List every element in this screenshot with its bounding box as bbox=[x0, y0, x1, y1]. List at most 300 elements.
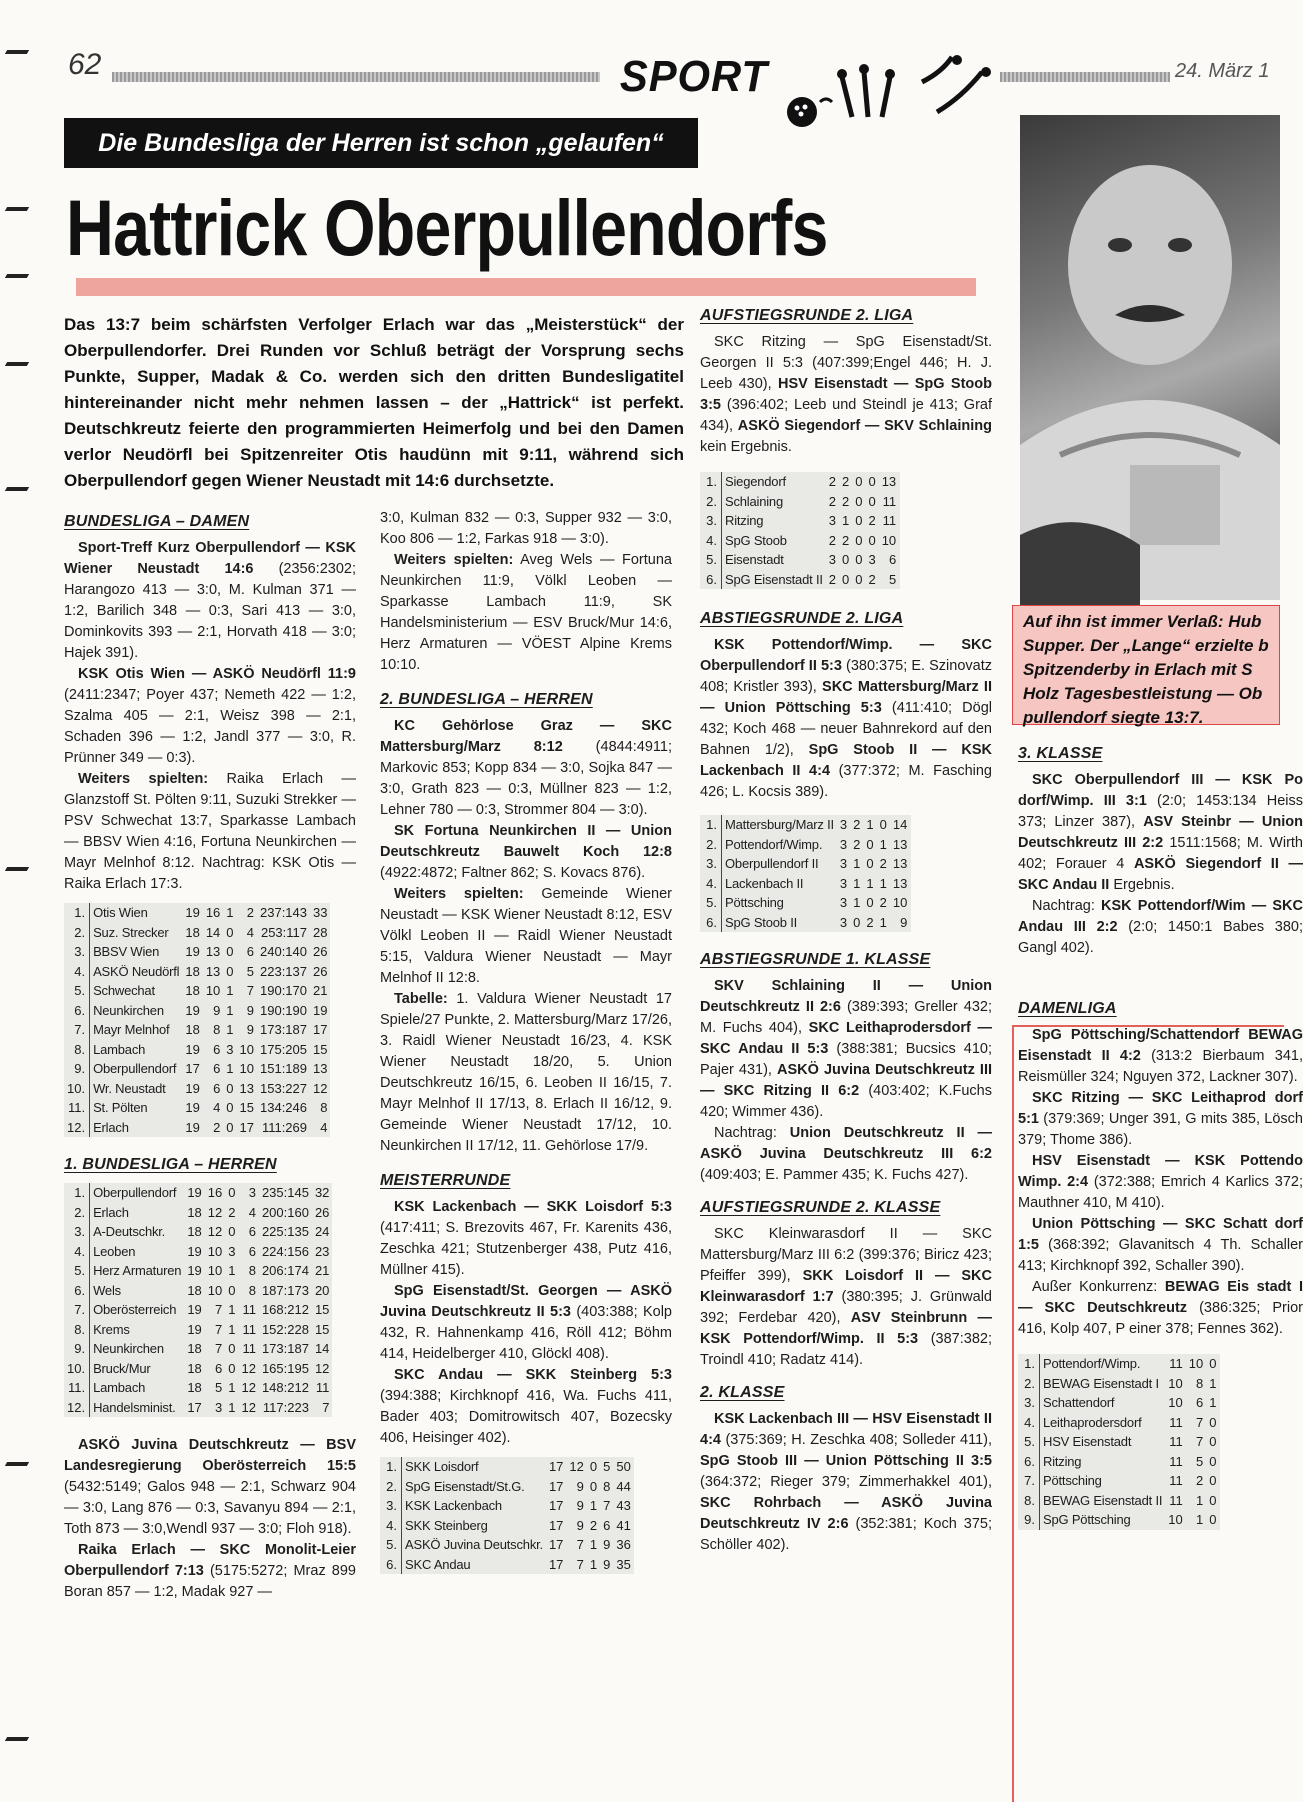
stat-cell: 1 bbox=[589, 1556, 598, 1572]
stat-cell: 1 bbox=[1195, 1492, 1204, 1508]
stat-cell: 0 bbox=[1209, 1414, 1217, 1430]
headline-underline bbox=[76, 278, 976, 296]
stat-cell: 19 bbox=[185, 905, 200, 920]
stat-cell: 6 bbox=[213, 1061, 221, 1076]
stat-cell: 4 bbox=[213, 1100, 221, 1115]
rank-cell: 3. bbox=[380, 1496, 402, 1516]
header-rule-right bbox=[1000, 72, 1170, 82]
stat-cell: 0 bbox=[879, 817, 887, 832]
match-details: (396:402; Leeb und Steindl je 413; Graf 434), bbox=[700, 397, 992, 434]
table-row bbox=[700, 874, 910, 894]
team-cell: SpG Pöttsching bbox=[1043, 1512, 1131, 1527]
stat-cell: 2 bbox=[879, 856, 887, 871]
stat-cell: 8 bbox=[248, 1263, 256, 1278]
stat-cell: 1 bbox=[226, 1002, 234, 1018]
team-cell: Suz. Strecker bbox=[93, 924, 169, 940]
stat-cell: 7 bbox=[215, 1341, 223, 1356]
rank-cell: 5. bbox=[1018, 1432, 1040, 1452]
column-2 bbox=[380, 508, 672, 1584]
table-row bbox=[700, 550, 899, 570]
rank-cell: 11. bbox=[64, 1378, 90, 1398]
match-result: ASKÖ Siegendorf — SKV Schlaining bbox=[737, 418, 992, 434]
stat-cell: 1 bbox=[853, 856, 861, 871]
stat-cell: 0 bbox=[226, 944, 234, 959]
stat-cell: 13 bbox=[313, 1061, 328, 1076]
stat-cell: 17 bbox=[548, 1498, 564, 1513]
table-row bbox=[64, 1261, 332, 1281]
stat-cell: 237:143 bbox=[260, 905, 307, 920]
match-result: SK Fortuna Neunkirchen II — Union Deutschkreutz Bauwelt Koch 12:8 bbox=[380, 823, 672, 860]
rank-cell: 9. bbox=[1018, 1510, 1040, 1530]
stat-cell: 21 bbox=[314, 1263, 330, 1278]
stat-cell: 1 bbox=[228, 1321, 236, 1337]
stat-cell: 14 bbox=[314, 1341, 330, 1356]
stat-cell: 32 bbox=[314, 1185, 330, 1200]
team-cell: Lambach bbox=[93, 1380, 146, 1395]
table-row bbox=[64, 942, 330, 962]
stat-cell: 0 bbox=[855, 513, 863, 528]
stat-cell: 3 bbox=[839, 895, 848, 910]
match-result: ASKÖ Juvina Deutschkreutz — BSV Landesregierung Oberösterreich 15:5 bbox=[64, 1437, 356, 1474]
match-details: Ergebnis. bbox=[1109, 877, 1175, 893]
stat-cell: 148:212 bbox=[261, 1380, 309, 1395]
team-cell: Neunkirchen bbox=[93, 1002, 164, 1018]
table-row bbox=[700, 893, 910, 913]
team-cell: Oberpullendorf II bbox=[725, 856, 819, 871]
match-details: (4844:4911; Markovic 853; Kopp 834 — 3:0, Sojka 847 — 3:0, Grath 823 — 0:3, Müllner 823 — 1:2, Lehner 780 — 0:3, Strommer 804 — 3:0). bbox=[380, 739, 673, 818]
caption-line: Spitzenderby in Erlach mit S bbox=[1023, 660, 1253, 679]
stat-cell: 2 bbox=[842, 493, 850, 509]
match-details: Aveg Wels — Fortuna Neunkirchen 11:9, Völkl Leoben — Sparkasse Lambach 11:9, SK Handelsministerium — ESV Bruck/Mur 14:6, Herz Armaturen — VÖEST Alpine Krems 10:10. bbox=[380, 552, 672, 673]
team-cell: ASKÖ Neudörfl bbox=[93, 963, 180, 979]
team-cell: Pottendorf/Wimp. bbox=[1043, 1356, 1141, 1371]
margin-mark bbox=[6, 485, 36, 493]
stat-cell: 3 bbox=[839, 817, 848, 832]
stat-cell: 152:228 bbox=[261, 1321, 309, 1337]
column-3 bbox=[700, 302, 992, 1556]
stat-cell: 151:189 bbox=[260, 1061, 307, 1076]
rank-cell: 3. bbox=[700, 511, 722, 531]
stat-cell: 12 bbox=[207, 1204, 223, 1220]
team-cell: Pöttsching bbox=[725, 895, 784, 910]
stat-cell: 1 bbox=[228, 1399, 236, 1415]
stat-cell: 1 bbox=[226, 983, 234, 998]
other-results-label: Weiters spielten: bbox=[394, 886, 524, 902]
stat-cell: 2 bbox=[828, 493, 836, 509]
rank-cell: 12. bbox=[64, 1398, 90, 1418]
table-label: Tabelle: bbox=[394, 991, 448, 1007]
stat-cell: 11 bbox=[1169, 1453, 1183, 1469]
standings-table bbox=[700, 472, 900, 589]
stat-cell: 13 bbox=[239, 1080, 254, 1096]
stat-cell: 17 bbox=[185, 1061, 200, 1076]
stat-cell: 190:170 bbox=[260, 983, 307, 998]
stat-cell: 2 bbox=[868, 513, 876, 528]
table-row bbox=[64, 1339, 332, 1359]
stat-cell: 11 bbox=[882, 513, 897, 528]
stat-cell: 2 bbox=[842, 532, 850, 548]
stat-cell: 18 bbox=[187, 1341, 202, 1356]
kicker-banner bbox=[64, 118, 698, 168]
stat-cell: 7 bbox=[215, 1321, 223, 1337]
team-cell: Siegendorf bbox=[725, 474, 786, 489]
match-details: (375:369; H. Zeschka 408; Solleder 411), bbox=[720, 1432, 992, 1448]
rank-cell: 4. bbox=[700, 874, 722, 894]
stat-cell: 3 bbox=[839, 836, 848, 852]
stat-cell: 225:135 bbox=[261, 1224, 309, 1239]
stat-cell: 5 bbox=[603, 1459, 611, 1474]
stat-cell: 2 bbox=[1195, 1473, 1204, 1488]
team-cell: SKC Andau bbox=[405, 1556, 471, 1572]
stat-cell: 0 bbox=[866, 836, 874, 852]
rank-cell: 8. bbox=[1018, 1491, 1040, 1511]
stat-cell: 19 bbox=[185, 1002, 200, 1018]
match-result: SKC Ritzing — SKC Leithaprod dorf 5:1 bbox=[1018, 1090, 1303, 1127]
stat-cell: 0 bbox=[226, 1119, 234, 1135]
stat-cell: 8 bbox=[603, 1478, 611, 1494]
stat-cell: 153:227 bbox=[260, 1080, 307, 1096]
stat-cell: 9 bbox=[576, 1517, 584, 1533]
table-row bbox=[1018, 1452, 1219, 1472]
match-result: SpG Stoob III — Union Pöttsching II 3:5 bbox=[700, 1453, 992, 1469]
team-cell: Erlach bbox=[93, 1204, 129, 1220]
stat-cell: 1 bbox=[589, 1498, 598, 1513]
stat-cell: 7 bbox=[215, 1302, 223, 1317]
standings-table bbox=[64, 903, 330, 1137]
stat-cell: 11 bbox=[315, 1380, 330, 1395]
stat-cell: 0 bbox=[855, 493, 863, 509]
kicker-text: Die Bundesliga der Herren ist schon „gelaufen“ bbox=[98, 129, 664, 157]
stat-cell: 13 bbox=[205, 944, 221, 959]
section-heading: ABSTIEGSRUNDE 2. LIGA bbox=[700, 610, 904, 627]
match-details: (5432:5149; Galos 948 — 2:1, Schwarz 904 — 3:0, Lang 876 — 0:3, Savanyu 894 — 2:1, Toth 873 — 3:0,Wendl 937 — 3:0; Floh 918). bbox=[64, 1479, 356, 1537]
stat-cell: 18 bbox=[187, 1360, 202, 1376]
table-row bbox=[380, 1516, 634, 1536]
stat-cell: 5 bbox=[246, 963, 254, 979]
match-details: (4922:4872; Faltner 862; S. Kovacs 876). bbox=[380, 865, 646, 881]
stat-cell: 16 bbox=[205, 905, 221, 920]
team-cell: SKK Loisdorf bbox=[405, 1459, 479, 1474]
team-cell: SpG Eisenstadt/St.G. bbox=[405, 1478, 525, 1494]
stat-cell: 11 bbox=[242, 1302, 256, 1317]
stat-cell: 3 bbox=[248, 1185, 256, 1200]
stat-cell: 23 bbox=[314, 1243, 330, 1259]
stat-cell: 18 bbox=[185, 983, 200, 998]
rank-cell: 12. bbox=[64, 1118, 90, 1138]
section-heading: MEISTERRUNDE bbox=[380, 1172, 511, 1189]
match-result: ASKÖ Siegendorf II — SKC Andau II bbox=[1018, 856, 1303, 893]
team-cell: Mayr Melnhof bbox=[93, 1022, 170, 1037]
stat-cell: 13 bbox=[881, 474, 897, 489]
stat-cell: 8 bbox=[213, 1022, 221, 1037]
stat-cell: 19 bbox=[187, 1185, 202, 1200]
team-cell: Handelsminist. bbox=[93, 1399, 176, 1415]
stat-cell: 10 bbox=[239, 1041, 254, 1057]
rank-cell: 3. bbox=[700, 854, 722, 874]
stat-cell: 3 bbox=[839, 856, 848, 871]
section-heading: BUNDESLIGA – DAMEN bbox=[64, 513, 250, 530]
player-photo bbox=[1020, 115, 1280, 600]
table-row bbox=[380, 1496, 634, 1516]
stat-cell: 12 bbox=[313, 1080, 328, 1096]
stat-cell: 0 bbox=[868, 493, 876, 509]
stat-cell: 15 bbox=[314, 1302, 330, 1317]
rank-cell: 4. bbox=[380, 1516, 402, 1536]
match-details: (387:382; Troindl 410; Radatz 414). bbox=[700, 1331, 992, 1368]
rank-cell: 1. bbox=[64, 903, 90, 923]
stat-cell: 10 bbox=[1168, 1395, 1183, 1410]
stat-cell: 206:174 bbox=[261, 1263, 309, 1278]
stat-cell: 13 bbox=[892, 836, 908, 852]
team-cell: Leithaprodersdorf bbox=[1043, 1414, 1142, 1430]
photo-caption bbox=[1012, 605, 1280, 725]
match-details: (368:392; Glavanitsch 4 Th. Schaller 413; Kirchknopf 392, Schaller 390). bbox=[1018, 1237, 1303, 1274]
stat-cell: 12 bbox=[241, 1380, 256, 1395]
match-details: (389:393; Greller 432; M. Fuchs 404), bbox=[700, 999, 992, 1036]
team-cell: St. Pölten bbox=[93, 1100, 148, 1115]
stat-cell: 18 bbox=[187, 1282, 202, 1298]
margin-mark bbox=[6, 48, 36, 56]
table-row bbox=[700, 531, 899, 551]
rank-cell: 7. bbox=[64, 1300, 90, 1320]
stat-cell: 3 bbox=[226, 1041, 234, 1057]
stat-cell: 3 bbox=[215, 1399, 223, 1415]
margin-mark bbox=[6, 1735, 36, 1743]
rank-cell: 1. bbox=[700, 815, 722, 835]
table-row bbox=[64, 1203, 332, 1223]
stat-cell: 0 bbox=[1209, 1453, 1217, 1469]
stat-cell: 0 bbox=[855, 474, 863, 489]
margin-mark bbox=[6, 1460, 36, 1468]
match-result: KSK Lackenbach — SKK Loisdorf 5:3 bbox=[394, 1199, 672, 1215]
team-cell: SpG Eisenstadt II bbox=[725, 571, 823, 587]
stat-cell: 17 bbox=[548, 1459, 564, 1474]
rank-cell: 7. bbox=[64, 1020, 90, 1040]
team-cell: ASKÖ Juvina Deutschkr. bbox=[405, 1537, 543, 1552]
team-cell: SpG Stoob II bbox=[725, 914, 798, 930]
match-details: (411:410; Dögl 432; Koch 468 — neuer Bahnrekord auf den Bahnen 1/2), bbox=[700, 700, 992, 758]
standings-table bbox=[380, 1457, 634, 1574]
stat-cell: 2 bbox=[853, 836, 861, 852]
rank-cell: 1. bbox=[380, 1457, 402, 1477]
rank-cell: 2. bbox=[64, 1203, 90, 1223]
stat-cell: 2 bbox=[246, 905, 254, 920]
stat-cell: 134:246 bbox=[260, 1100, 307, 1115]
team-cell: KSK Lackenbach bbox=[405, 1498, 502, 1513]
stat-cell: 0 bbox=[226, 924, 234, 940]
team-cell: Ritzing bbox=[725, 513, 764, 528]
stat-cell: 2 bbox=[828, 474, 836, 489]
match-details: (417:411; S. Brezovits 467, Fr. Karenits 436, Zeschka 421; Stutzenberger 438, Putz 416, Müllner 415). bbox=[380, 1220, 672, 1278]
other-results-label: Weiters spielten: bbox=[394, 552, 514, 568]
team-cell: Neunkirchen bbox=[93, 1341, 164, 1356]
stat-cell: 0 bbox=[868, 532, 876, 548]
stat-cell: 1 bbox=[1209, 1395, 1217, 1410]
match-result: HSV Eisenstadt — KSK Pottendo Wimp. 2:4 bbox=[1018, 1153, 1303, 1190]
lead-paragraph: Das 13:7 beim schärfsten Verfolger Erlach war das „Meisterstück“ der Oberpullendorfer. Drei Runden vor Schluß beträgt der Vorsprung sechs Punkte, Supper, Madak & Co. werden sich den dritten Bundesligatitel hintereinander nicht mehr nehmen lassen – der „Hattrick“ ist perfekt. Deutschkreutz feierte den programmierten Heimerfolg und bei den Damen verlor Neudörfl bei Spitzenreiter Otis haudünn mit 9:11, während sich Oberpullendorf gegen Wiener Neustadt mit 14:6 durchsetzte. bbox=[64, 315, 684, 490]
team-cell: Schlaining bbox=[725, 493, 783, 509]
table-row bbox=[700, 492, 899, 512]
team-cell: Bruck/Mur bbox=[93, 1360, 151, 1376]
stat-cell: 26 bbox=[313, 963, 328, 979]
section-heading: DAMENLIGA bbox=[1018, 1000, 1117, 1017]
page-number: 62 bbox=[68, 48, 102, 81]
rank-cell: 5. bbox=[380, 1535, 402, 1555]
table-row bbox=[64, 962, 330, 982]
match-result: SKK Loisdorf II — SKC Kleinwarasdorf 1:7 bbox=[700, 1268, 992, 1305]
stat-cell: 168:212 bbox=[261, 1302, 309, 1317]
stat-cell: 173:187 bbox=[261, 1341, 309, 1356]
rank-cell: 11. bbox=[64, 1098, 90, 1118]
match-result: Union Deutschkreutz II — ASKÖ Juvina Deutschkreutz III 6:2 bbox=[700, 1125, 992, 1162]
table-row bbox=[1018, 1510, 1219, 1530]
table-row bbox=[64, 1079, 330, 1099]
table-row bbox=[1018, 1374, 1219, 1394]
stat-cell: 9 bbox=[576, 1478, 584, 1494]
stat-cell: 19 bbox=[187, 1302, 202, 1317]
stat-cell: 7 bbox=[576, 1537, 584, 1552]
stat-cell: 0 bbox=[866, 856, 874, 871]
stat-cell: 0 bbox=[853, 914, 861, 930]
match-details: (313:2 Bierbaum 341, Reismüller 324; Nguyen 372, Lackner 307). bbox=[1018, 1048, 1303, 1085]
stat-cell: 7 bbox=[1195, 1434, 1204, 1449]
stat-cell: 16 bbox=[207, 1185, 223, 1200]
stat-cell: 12 bbox=[569, 1459, 584, 1474]
table-row bbox=[64, 1320, 332, 1340]
match-result: SKC Rohrbach — ASKÖ Juvina Deutschkreutz IV 2:6 bbox=[700, 1495, 992, 1532]
table-row bbox=[64, 1222, 332, 1242]
stat-cell: 9 bbox=[213, 1002, 221, 1018]
stat-cell: 19 bbox=[185, 1100, 200, 1115]
stat-cell: 8 bbox=[320, 1100, 328, 1115]
team-cell: Oberpullendorf bbox=[93, 1185, 177, 1200]
section-heading: AUFSTIEGSRUNDE 2. KLASSE bbox=[700, 1199, 941, 1216]
stat-cell: 2 bbox=[589, 1517, 598, 1533]
stat-cell: 26 bbox=[313, 944, 328, 959]
stat-cell: 0 bbox=[855, 532, 863, 548]
match-details: (352:381; Koch 375; Schöller 402). bbox=[700, 1516, 992, 1553]
stat-cell: 3 bbox=[839, 875, 848, 891]
stat-cell: 5 bbox=[215, 1380, 223, 1395]
section-heading: ABSTIEGSRUNDE 1. KLASSE bbox=[700, 951, 931, 968]
stat-cell: 175:205 bbox=[260, 1041, 307, 1057]
team-cell: Lambach bbox=[93, 1041, 146, 1057]
stat-cell: 1 bbox=[589, 1537, 598, 1552]
table-row bbox=[64, 1020, 330, 1040]
team-cell: BBSV Wien bbox=[93, 944, 160, 959]
rank-cell: 3. bbox=[64, 942, 90, 962]
match-result: SpG Eisenstadt/St. Georgen — ASKÖ Juvina Deutschkreutz II 5:3 bbox=[380, 1283, 672, 1320]
column-4 bbox=[1018, 740, 1303, 1540]
match-details: 1. Valdura Wiener Neustadt 17 Spiele/27 Punkte, 2. Mattersburg/Marz 17/26, 3. Raidl Wiener Neustadt 16/23, 4. KSK Wiener Neustadt 18/20, 5. Union Deutschkreutz 16/15, 6. Leoben II 16/15, 7. Mayr Melnhof II 17/13, 8. Erlach II 16/12, 9. Gemeinde Wiener Neustadt 17/12, 10. Neunkirchen II 17/12, 11. Gehörlose 17/9. bbox=[380, 991, 672, 1154]
stat-cell: 1 bbox=[228, 1302, 236, 1317]
match-details: 3:0, Kulman 832 — 0:3, Supper 932 — 3:0, Koo 806 — 1:2, Farkas 918 — 3:0). bbox=[380, 510, 672, 547]
stat-cell: 0 bbox=[228, 1224, 236, 1239]
stat-cell: 0 bbox=[1209, 1356, 1217, 1371]
match-result: SKC Andau — SKK Steinberg 5:3 bbox=[394, 1367, 672, 1383]
stat-cell: 10 bbox=[1168, 1375, 1183, 1391]
stat-cell: 2 bbox=[228, 1204, 236, 1220]
team-cell: A-Deutschkr. bbox=[93, 1224, 166, 1239]
stat-cell: 17 bbox=[313, 1022, 328, 1037]
rank-cell: 6. bbox=[1018, 1452, 1040, 1472]
match-result: SKC Oberpullendorf III — KSK Po dorf/Wimp. III 3:1 bbox=[1018, 772, 1303, 809]
margin-mark bbox=[6, 360, 36, 368]
stat-cell: 19 bbox=[185, 1080, 200, 1096]
stat-cell: 19 bbox=[187, 1263, 202, 1278]
rank-cell: 6. bbox=[64, 1001, 90, 1021]
stat-cell: 7 bbox=[576, 1556, 584, 1572]
stat-cell: 20 bbox=[314, 1282, 330, 1298]
match-result: Union Pöttsching — SKC Schatt dorf 1:5 bbox=[1018, 1216, 1303, 1253]
rank-cell: 7. bbox=[1018, 1471, 1040, 1491]
stat-cell: 9 bbox=[900, 914, 908, 930]
stat-cell: 17 bbox=[187, 1399, 202, 1415]
match-details: (403:388; Kolp 432, R. Hahnenkamp 416, Röll 412; Böhm 414, Heidelberger 410, Glöckl 408). bbox=[380, 1304, 672, 1362]
team-cell: Leoben bbox=[93, 1243, 136, 1259]
stat-cell: 1 bbox=[879, 836, 887, 852]
stat-cell: 1 bbox=[879, 875, 887, 891]
stat-cell: 9 bbox=[246, 1022, 254, 1037]
rank-cell: 5. bbox=[700, 550, 722, 570]
stat-cell: 7 bbox=[246, 983, 254, 998]
match-details: (372:388; Emrich 4 Karlics 372; Mauthner 410, M 410). bbox=[1018, 1174, 1303, 1211]
stat-cell: 0 bbox=[228, 1282, 236, 1298]
stat-cell: 6 bbox=[213, 1080, 221, 1096]
team-cell: SKK Steinberg bbox=[405, 1517, 488, 1533]
stat-cell: 2 bbox=[879, 895, 887, 910]
stat-cell: 3 bbox=[828, 513, 836, 528]
section-heading: 2. KLASSE bbox=[700, 1384, 785, 1401]
table-row bbox=[700, 472, 899, 492]
table-row bbox=[64, 923, 330, 943]
match-details: (2:0; 1450:1 Babes 380; Gangl 402). bbox=[1018, 919, 1303, 956]
stat-cell: 17 bbox=[548, 1517, 564, 1533]
table-row bbox=[380, 1555, 634, 1575]
match-result: Raika Erlach — SKC Monolit-Leier Oberpullendorf 7:13 bbox=[64, 1542, 356, 1579]
caption-line: Supper. Der „Lange“ erzielte b bbox=[1023, 636, 1269, 655]
stat-cell: 17 bbox=[548, 1556, 564, 1572]
match-details: (2356:2302; Harangozo 413 — 3:0, M. Kulman 371 — 1:2, Barilich 348 — 0:3, Sari 413 — 3:0, Dominkovits 393 — 2:1, Horvath 418 — 3:0; Hajek 391). bbox=[64, 561, 356, 661]
stat-cell: 1 bbox=[226, 905, 234, 920]
match-details: (380:395; J. Grünwald 392; Ferdebar 420), bbox=[700, 1289, 992, 1326]
stat-cell: 1 bbox=[866, 875, 874, 891]
stat-cell: 0 bbox=[1209, 1512, 1217, 1527]
column-4-clip bbox=[1016, 740, 1303, 1800]
rank-cell: 2. bbox=[380, 1477, 402, 1497]
match-result: KC Gehörlose Graz — SKC Mattersburg/Marz 8:12 bbox=[380, 718, 672, 755]
match-details: (386:325; Prior 416, Kolp 407, P einer 378; Fennes 362). bbox=[1018, 1300, 1303, 1337]
team-cell: Mattersburg/Marz II bbox=[725, 817, 834, 832]
match-details: (364:372; Rieger 379; Zimmerhakkel 401), bbox=[700, 1474, 992, 1490]
rank-cell: 1. bbox=[1018, 1354, 1040, 1374]
match-details: (379:369; Unger 391, G mits 385, Lösch 379; Thome 386). bbox=[1018, 1111, 1303, 1148]
stat-cell: 7 bbox=[322, 1399, 330, 1415]
rank-cell: 2. bbox=[1018, 1374, 1040, 1394]
stat-cell: 18 bbox=[187, 1204, 202, 1220]
match-details: Gemeinde Wiener Neustadt — KSK Wiener Neustadt 8:12, ESV Völkl Leoben II — Raidl Wiener Neustadt 5:15, Valdura Wiener Neustadt — Mayr Melnhof II 12:8. bbox=[380, 886, 672, 986]
rank-cell: 4. bbox=[1018, 1413, 1040, 1433]
stat-cell: 235:145 bbox=[261, 1185, 309, 1200]
team-cell: HSV Eisenstadt bbox=[1043, 1434, 1132, 1449]
stat-cell: 11 bbox=[242, 1321, 256, 1337]
rank-cell: 2. bbox=[700, 835, 722, 855]
table-row bbox=[700, 913, 910, 933]
section-heading: 1. BUNDESLIGA – HERREN bbox=[64, 1156, 277, 1173]
team-cell: Erlach bbox=[93, 1119, 129, 1135]
stat-cell: 19 bbox=[185, 944, 200, 959]
table-row bbox=[380, 1477, 634, 1497]
